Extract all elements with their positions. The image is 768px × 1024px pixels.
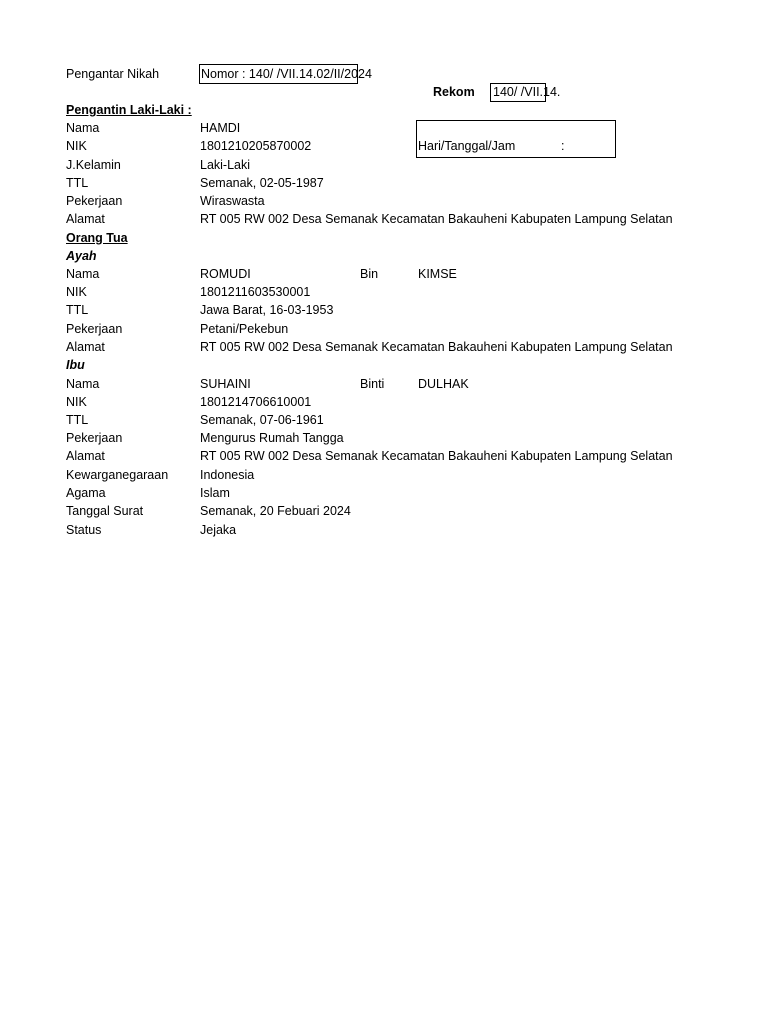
ayah-bin-label: Bin [360,267,379,281]
groom-ttl-label: TTL [66,176,89,190]
ayah-father-name: KIMSE [418,267,457,281]
tanggal-surat-value: Semanak, 20 Febuari 2024 [200,504,351,518]
ayah-nik: 1801211603530001 [200,285,311,299]
ibu-father-name: DULHAK [418,377,469,391]
kewarganegaraan-value: Indonesia [200,468,255,482]
groom-nik: 1801210205870002 [200,139,312,153]
ayah-alamat: RT 005 RW 002 Desa Semanak Kecamatan Bakauheni Kabupaten Lampung Selatan [200,340,673,354]
kewarganegaraan-label: Kewarganegaraan [66,468,169,482]
nomor-text: Nomor : 140/ /VII.14.02/II/2024 [201,67,372,81]
ayah-ttl-label: TTL [66,303,89,317]
ibu-title: Ibu [66,358,85,372]
ibu-alamat-label: Alamat [66,449,105,463]
ayah-nik-label: NIK [66,285,87,299]
ayah-title: Ayah [66,249,97,263]
ibu-nama: SUHAINI [200,377,251,391]
groom-section-title: Pengantin Laki-Laki : [66,103,192,117]
tanggal-surat-label: Tanggal Surat [66,504,144,518]
ibu-nama-label: Nama [66,377,100,391]
groom-alamat: RT 005 RW 002 Desa Semanak Kecamatan Bakauheni Kabupaten Lampung Selatan [200,212,673,226]
ibu-nik-label: NIK [66,395,87,409]
groom-pekerjaan: Wiraswasta [200,194,265,208]
groom-kelamin-label: J.Kelamin [66,158,121,172]
hari-colon: : [561,139,565,153]
ayah-ttl: Jawa Barat, 16-03-1953 [200,303,334,317]
ibu-ttl-label: TTL [66,413,89,427]
ibu-pekerjaan-label: Pekerjaan [66,431,123,445]
parents-section-title: Orang Tua [66,231,128,245]
groom-pekerjaan-label: Pekerjaan [66,194,123,208]
ayah-pekerjaan-label: Pekerjaan [66,322,123,336]
status-value: Jejaka [200,523,237,537]
groom-nik-label: NIK [66,139,87,153]
groom-alamat-label: Alamat [66,212,105,226]
ibu-ttl: Semanak, 07-06-1961 [200,413,324,427]
groom-ttl: Semanak, 02-05-1987 [200,176,324,190]
agama-label: Agama [66,486,106,500]
ibu-alamat: RT 005 RW 002 Desa Semanak Kecamatan Bakauheni Kabupaten Lampung Selatan [200,449,673,463]
ibu-binti-label: Binti [360,377,385,391]
ayah-nama: ROMUDI [200,267,251,281]
document-title: Pengantar Nikah [66,67,160,81]
ayah-nama-label: Nama [66,267,100,281]
groom-nama-label: Nama [66,121,100,135]
status-label: Status [66,523,102,537]
ibu-nik: 1801214706610001 [200,395,312,409]
ibu-pekerjaan: Mengurus Rumah Tangga [200,431,344,445]
ayah-alamat-label: Alamat [66,340,105,354]
groom-nama: HAMDI [200,121,241,135]
ayah-pekerjaan: Petani/Pekebun [200,322,289,336]
hari-label: Hari/Tanggal/Jam [418,139,516,153]
document-content [0,0,673,560]
rekom-value: 140/ /VII.14. [493,85,561,99]
agama-value: Islam [200,486,230,500]
groom-kelamin: Laki-Laki [200,158,251,172]
rekom-label: Rekom [433,85,475,99]
